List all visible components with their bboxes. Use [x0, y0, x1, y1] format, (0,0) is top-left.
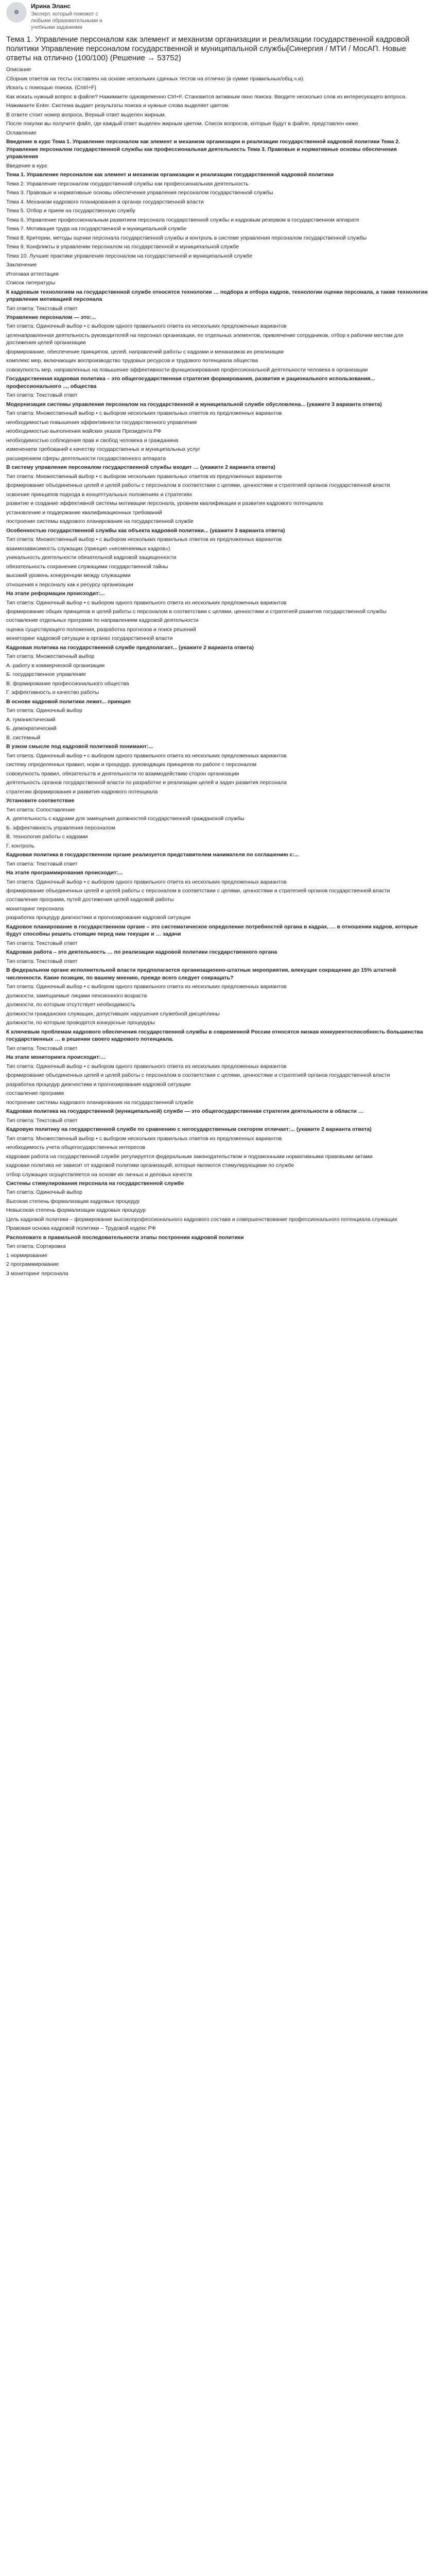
question-text: Управление персоналом — это:...: [6, 314, 96, 320]
document-line: мониторинг кадровой ситуации в органах государственной власти: [6, 635, 173, 642]
document-line: Тип ответа: Одиночный выбор • с выбором одного правильного ответа из нескольких предложенных вариантов: [6, 752, 287, 759]
document-line: Тип ответа: Множественный выбор: [6, 653, 95, 660]
document-line: мониторинг персонала: [6, 905, 64, 912]
document-line: 3 мониторинг персонала: [6, 1270, 68, 1277]
document-line: расширением сферы деятельности государственного аппарата: [6, 455, 166, 462]
question-text: На этапе мониторинга происходит:...: [6, 1054, 106, 1061]
document-line: Тема 9. Конфликты в управлении персоналом на государственной и муниципальной службе: [6, 244, 239, 250]
document-line: комплекс мер, включающих воспроизводство трудовых ресурсов и трудового потенциала общества: [6, 358, 258, 364]
question-text: К кадровым технологиям на государственной службе относятся технологии … подбора и отбора кадров, технологии оценки персонала, а также технологии управления мотивацией персонала: [6, 289, 428, 303]
question-text: Модернизация системы управления персоналом на государственной и муниципальной службе обусловлена... (укажите 3 варианта ответа): [6, 401, 382, 408]
document-line: необходимость учета общегосударственных интересов: [6, 1144, 145, 1151]
question-text: Кадровое планирование в государственном органе – это систематическое определение потребностей органа в кадрах, … в отношении кадров, которые будут способны решить стоящие перед ним текущие и … задачи: [6, 923, 418, 938]
document-line: должности гражданских служащих, допустивших нарушения служебной дисциплины: [6, 1010, 220, 1017]
document-line: Оглавление: [6, 129, 37, 136]
question-text: Введение в курс Тема 1. Управление персоналом как элемент и механизм организации и реализации государственной кадровой политики Тема 2. Управление персоналом государственной службы как профессиональная деятельность Тема 3. Правовые и нормативные основы обеспечения управления: [6, 139, 400, 160]
document-line: должности, замещаемые лицами пенсионного возраста: [6, 992, 147, 999]
document-line: Тема 5. Отбор и прием на государственную службу: [6, 208, 135, 214]
document-line: освоение принципов подхода в концептуальных положениях и стратегиях: [6, 491, 193, 498]
document-line: Тип ответа: Одиночный выбор • с выбором одного правильного ответа из нескольких предложенных вариантов: [6, 599, 287, 606]
question-text: Государственная кадровая политика – это общегосударственная стратегия формирования, развития и рационального использования... профессионального ..., общества: [6, 376, 375, 389]
document-line: Тип ответа: Множественный выбор • с выбором нескольких правильных ответов из предложенных вариантов: [6, 536, 282, 543]
document-line: Сборник ответов на тесты составлен на основе нескольких сдачных тестов на отлично (в сумме правильных/общ.ч.и).: [6, 75, 305, 82]
document-line: построение системы кадрового планирования на государственной службе: [6, 518, 194, 525]
document-line: В. формирование профессионального общества: [6, 680, 129, 687]
document-line: Тема 3. Правовые и нормативные основы обеспечения управления персоналом государственной службы: [6, 190, 273, 196]
document-line: После покупки вы получите файл, где каждый ответ выделен жирным цветом. Список вопросов, которые будут в файле, представлен ниже.: [6, 121, 360, 127]
document-line: Список литературы: [6, 280, 56, 286]
question-text: Расположите в правильной последовательности этапы построения кадровой политики: [6, 1234, 244, 1241]
document-line: совокупность мер, направленных на повышение эффективности функционирования профессиональной деятельности человека в организации: [6, 366, 368, 373]
document-line: должности, по которым отсутствует необходимость: [6, 1002, 135, 1008]
document-line: целенаправленная деятельность руководителей на персонал организации, ее отдельных элементов, привлечение сотрудников, отбор к рабочим местам для достижения целей организации: [6, 332, 404, 346]
question-text: Тема 1. Управление персоналом как элемент и механизм организации и реализации государственной кадровой политики: [6, 172, 334, 178]
document-line: Тип ответа: Одиночный выбор: [6, 707, 82, 714]
document-line: формирование, обеспечение принципов, целей, направлений работы с кадрами и механизмов их реализации: [6, 348, 284, 355]
document-line: Введение в курс: [6, 162, 47, 169]
question-text: На этапе реформации происходит:...: [6, 590, 105, 597]
document-line: А. гуманистический: [6, 716, 56, 723]
document-line: формирование объединенных целей и целей работы с персоналом в соответствии с целями, ценностями и стратегией органов государственной власти: [6, 888, 390, 894]
document-line: Тип ответа: Одиночный выбор • с выбором одного правильного ответа из нескольких предложенных вариантов: [6, 1063, 287, 1070]
document-line: Правовая основа кадровой политики – Трудовой кодекс РФ: [6, 1225, 156, 1232]
document-line: совокупность правил, обязательств и деятельности по взаимодействию сторон организации: [6, 770, 239, 777]
document-line: необходимостью соблюдения прав и свобод человека и гражданина: [6, 437, 179, 444]
document-line: Тип ответа: Текстовый ответ: [6, 1045, 78, 1052]
document-line: Цель кадровой политики – формирование высокопрофессионального кадрового состава и совершенствование профессионального потенциала служащих: [6, 1216, 397, 1223]
document-line: Тема 7. Мотивация труда на государственной и муниципальной службе: [6, 226, 187, 232]
document-title: Тема 1. Управление персоналом как элемент и механизм организации и реализации государственной кадровой политики Управление персоналом государственной и муниципальной службы[Синергия / МТИ / МосАП. Новые ответы на отлично (100/100) (Решение → 53752): [6, 35, 410, 63]
question-text: В систему управления персоналом государственной службы входит … (укажите 2 варианта ответа): [6, 464, 275, 471]
question-text: Установите соответствие: [6, 798, 75, 804]
question-text: В основе кадровой политики лежит... принцип: [6, 698, 131, 705]
document-line: изменением требований к качеству государственных и муниципальных услуг: [6, 446, 201, 453]
document-line: Тип ответа: Текстовый ответ: [6, 860, 78, 867]
document-line: необходимостью выполнения майских указов Президента РФ: [6, 428, 162, 435]
document-line: должности, по которым проводятся конкурсные процедуры: [6, 1020, 155, 1026]
document-line: Б. государственное управление: [6, 671, 86, 678]
document-line: построение системы кадрового планирования на государственной службе: [6, 1099, 194, 1106]
document-line: Тип ответа: Текстовый ответ: [6, 940, 78, 946]
author-info: [31, 2, 103, 31]
document-line: оценка существующего положения, разработка прогнозов и поиск решений: [6, 626, 196, 633]
document-line: формирование общих принципов и целей работы с персоналом в соответствии с целями, ценностями и стратегией развития государственной службы: [6, 608, 387, 615]
document-line: Искать с помощью поиска. (Cntrl+F): [6, 84, 96, 91]
document-line: Тип ответа: Сопоставление: [6, 806, 75, 813]
document-line: Б. эффективность управления персоналом: [6, 824, 115, 831]
document-line: составление отдельных программ по направлениям кадровой деятельности: [6, 617, 199, 624]
question-text: Кадровая политика на государственной службе предполагает... (укажите 2 варианта ответа): [6, 644, 254, 651]
document-line: Итоговая аттестация: [6, 270, 59, 277]
document-line: Описание: [6, 66, 31, 73]
question-text: Кадровая работа – это деятельность … по реализации кадровой политики государственного органа: [6, 949, 277, 956]
question-text: Особенностью государственной службы как объекта кадровой политики... (укажите 3 варианта ответа): [6, 527, 285, 534]
document-line: составление программ: [6, 1090, 64, 1097]
document-line: формирование объединенных целей и целей работы с персоналом в соответствии с целями, ценностями и стратегией органов государственной власти: [6, 1072, 390, 1079]
document-line: кадровая политика не зависит от кадровой политики организаций, которые являются стимулирующими по службе: [6, 1162, 294, 1169]
document-line: 1 нормирование: [6, 1252, 47, 1259]
document-line: Тема 4. Механизм кадрового планирования в органах государственной власти: [6, 198, 204, 205]
document-line: Невысокая степень формализации кадровых процедур: [6, 1207, 146, 1214]
author-description: Эксперт, который поможет с любыми образовательными и учебными заданиями: [31, 11, 102, 30]
document-line: А. работу в коммерческой организации: [6, 662, 105, 669]
document-line: разработка процедур диагностики и прогнозирования кадровой ситуации: [6, 1081, 191, 1088]
document-line: В ответе стоит номер вопроса. Верный ответ выделен жирным.: [6, 111, 166, 118]
document-line: В. технология работы с кадрами: [6, 834, 88, 840]
question-text: Кадровая политика в государственном органе реализуется представителем нанимателя по соглашению с:...: [6, 852, 299, 858]
document-line: отбор служащих осуществляется на основе их личных и деловых качеств: [6, 1171, 192, 1178]
document-line: разработка процедур диагностики и прогнозирования кадровой ситуации: [6, 914, 191, 921]
document-line: систему определенных правил, норм и процедур, руководящих принципов по работе с персоналом: [6, 761, 257, 768]
document-line: В. системный: [6, 734, 41, 741]
document-line: Б. демократический: [6, 725, 57, 732]
document-line: Тип ответа: Одиночный выбор • с выбором одного правильного ответа из нескольких предложенных вариантов: [6, 323, 287, 330]
question-text: Кадровую политику на государственной службе по сравнению с негосударственным сектором отличает:... (укажите 2 варианта ответа): [6, 1126, 372, 1133]
document-line: Тема 2. Управление персоналом государственной службы как профессиональная деятельность: [6, 180, 249, 187]
question-text: К ключевым проблемам кадрового обеспечения государственной службы в современной России относятся низкая конкурентоспособность большинства государственных … в решении своего кадрового потенциала.: [6, 1028, 423, 1043]
document-line: Заключение: [6, 262, 37, 268]
document-line: Тип ответа: Текстовый ответ: [6, 392, 78, 399]
document-line: необходимостью повышения эффективности государственного управления: [6, 419, 197, 426]
document-line: Тип ответа: Текстовый ответ: [6, 305, 78, 312]
question-text: Системы стимулирования персонала на государственной службе: [6, 1180, 184, 1187]
document-line: деятельность органов государственной власти по разработке и реализации целей и задач развития персонала: [6, 779, 287, 786]
author-block: [6, 2, 430, 31]
document-line: А. деятельность с кадрами для замещения должностей государственной гражданской службы: [6, 816, 245, 822]
document-line: Тип ответа: Множественный выбор • с выбором нескольких правильных ответов из предложенных вариантов: [6, 410, 282, 417]
question-text: В федеральном органе исполнительной власти предполагается организационно-штатные мероприятия, влекущие сокращение до 15% штатной численности. Какие позиции, по вашему мнению, прежде всего следует сокращать?: [6, 967, 396, 981]
document-line: Тема 6. Управление профессиональным развитием персонала государственной службы и кадровым резервом в государственном аппарате: [6, 216, 359, 223]
document-line: высокий уровень конкуренции между служащими: [6, 572, 131, 579]
document-line: 2 программирование: [6, 1261, 59, 1268]
document-line: кадровая работа на государственной службе регулируется федеральным законодательством и подзаконными нормативными правовыми актами: [6, 1153, 373, 1160]
document-line: уникальность деятельности обязательной кадровой защищенности: [6, 554, 177, 561]
document-line: Нажимаете Enter. Система выдает результаты поиска и нужные слова выделяет цветом.: [6, 103, 230, 109]
user-avatar-icon: ●: [6, 2, 27, 23]
document-line: Тип ответа: Множественный выбор • с выбором нескольких правильных ответов из предложенных вариантов: [6, 473, 282, 480]
document-content: [6, 66, 430, 1277]
document-line: развитие и создание эффективной системы мотивации персонала, уровнем квалификации и развития кадрового потенциала: [6, 500, 323, 507]
document-line: обязательность сохранения служащими государственной тайны: [6, 563, 168, 570]
document-line: Высокая степень формализации кадровых процедур: [6, 1198, 139, 1205]
document-line: Г. эффективность и качество работы: [6, 689, 99, 696]
document-line: установление и поддержание квалификационных требований: [6, 509, 162, 516]
document-line: Тип ответа: Сортировка: [6, 1243, 66, 1250]
document-line: Г. контроль: [6, 842, 34, 849]
document-line: стратегию формирования и развития кадрового потенциала: [6, 788, 158, 795]
document-line: составление программ, путей достижения целей кадровой работы: [6, 896, 174, 903]
document-line: Тема 10. Лучшие практики управления персоналом на государственной и муниципальной службе: [6, 252, 253, 259]
question-text: Кадровая политика на государственной (муниципальной) службе — это общегосударственная стратегия деятельности в области …: [6, 1108, 364, 1115]
document-line: Тип ответа: Множественный выбор • с выбором нескольких правильных ответов из предложенных вариантов: [6, 1135, 282, 1142]
document-line: Тема 8. Критерии, методы оценки персонала государственной службы и контроль в системе управления персоналом государственной службы: [6, 234, 367, 241]
document-line: взаимозависимость служащих (принцип «несменяемых кадров»): [6, 545, 170, 552]
document-line: отношения к персоналу как к ресурсу организации: [6, 581, 133, 588]
document-line: Тип ответа: Одиночный выбор: [6, 1189, 82, 1196]
document-line: Тип ответа: Текстовый ответ: [6, 958, 78, 964]
document-line: Как искать нужный вопрос в файле? Нажимаете одновременно Ctrl+F. Становится активным окно поиска. Вводите несколько слов из интересующего вопроса.: [6, 93, 407, 100]
document-line: формирование объединенных целей и целей работы с персоналом в соответствии с целями, ценностями и стратегией органов государственной власти: [6, 482, 390, 489]
question-text: В узком смысле под кадровой политикой понимают:...: [6, 743, 153, 750]
document-line: Тип ответа: Одиночный выбор • с выбором одного правильного ответа из нескольких предложенных вариантов: [6, 878, 287, 885]
author-name: Ирина Эланс: [31, 3, 71, 10]
document-line: Тип ответа: Текстовый ответ: [6, 1117, 78, 1124]
document-line: Тип ответа: Одиночный выбор • с выбором одного правильного ответа из нескольких предложенных вариантов: [6, 984, 287, 990]
question-text: На этапе программирования происходит:...: [6, 870, 123, 876]
